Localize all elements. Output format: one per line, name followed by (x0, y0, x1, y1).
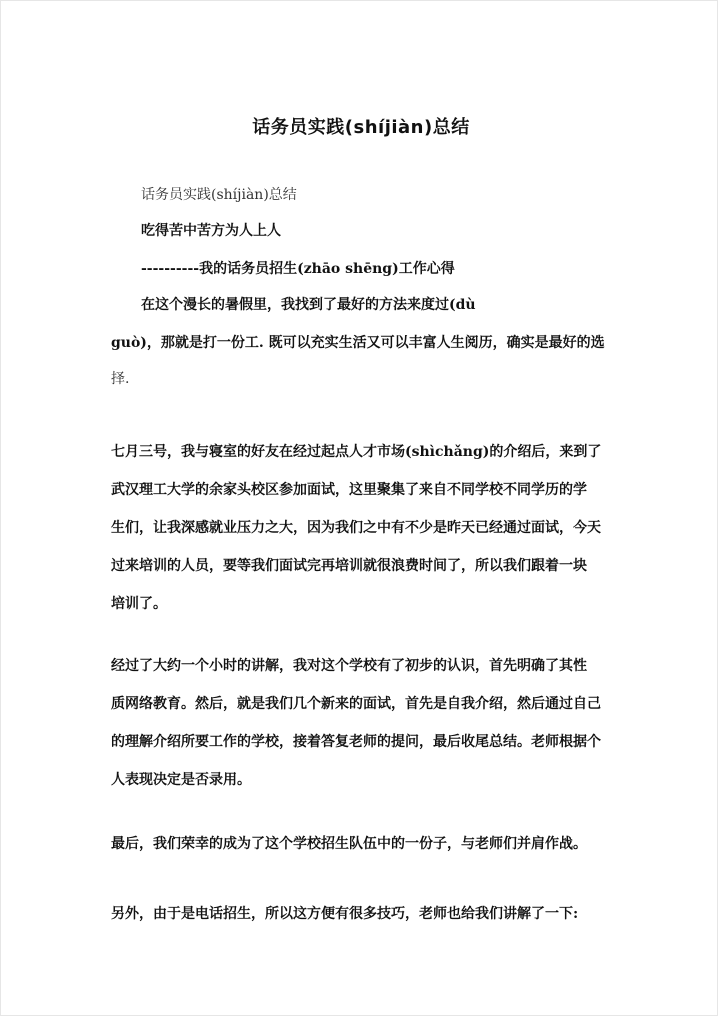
document-title: 话务员实践(shíjiàn)总结 (252, 117, 470, 138)
para1-line2: guò)，那就是打一份工. 既可以充实生活又可以丰富人生阅历，确实是最好的选 (111, 335, 605, 351)
para2-line3: 生们，让我深感就业压力之大，因为我们之中有不少是昨天已经通过面试，今天 (111, 520, 601, 536)
para1-line3: 择. (111, 371, 130, 387)
motto-line: 吃得苦中苦方为人上人 (141, 223, 281, 239)
para2-line4: 过来培训的人员，要等我们面试完再培训就很浪费时间了，所以我们跟着一块 (111, 558, 587, 574)
para2-line5: 培训了。 (111, 596, 167, 612)
para3-line1: 经过了大约一个小时的讲解，我对这个学校有了初步的认识，首先明确了其性 (111, 658, 587, 674)
para3-line4: 人表现决定是否录用。 (111, 772, 251, 788)
para2-line2: 武汉理工大学的余家头校区参加面试，这里聚集了来自不同学校不同学历的学 (111, 482, 587, 498)
para4 (111, 825, 611, 863)
para3 (111, 647, 611, 799)
para4-line1: 最后，我们荣幸的成为了这个学校招生队伍中的一份子，与老师们并肩作战。 (111, 836, 587, 852)
para3-line2: 质网络教育。然后，就是我们几个新来的面试，首先是自我介绍，然后通过自己 (111, 696, 601, 712)
para2-line1: 七月三号，我与寝室的好友在经过起点人才市场(shìchǎng)的介绍后，来到了 (111, 444, 602, 460)
heading-line: ----------我的话务员招生(zhāo shēng)工作心得 (141, 261, 455, 277)
subtitle-line: 话务员实践(shíjiàn)总结 (141, 187, 297, 203)
para5-line1: 另外，由于是电话招生，所以这方便有很多技巧，老师也给我们讲解了一下: (111, 906, 579, 922)
para5 (111, 895, 611, 933)
para3-line3: 的理解介绍所要工作的学校，接着答复老师的提问，最后收尾总结。老师根据个 (111, 734, 601, 750)
para2 (111, 433, 611, 623)
para1-line1: 在这个漫长的暑假里，我找到了最好的方法来度过(dù (141, 297, 476, 313)
